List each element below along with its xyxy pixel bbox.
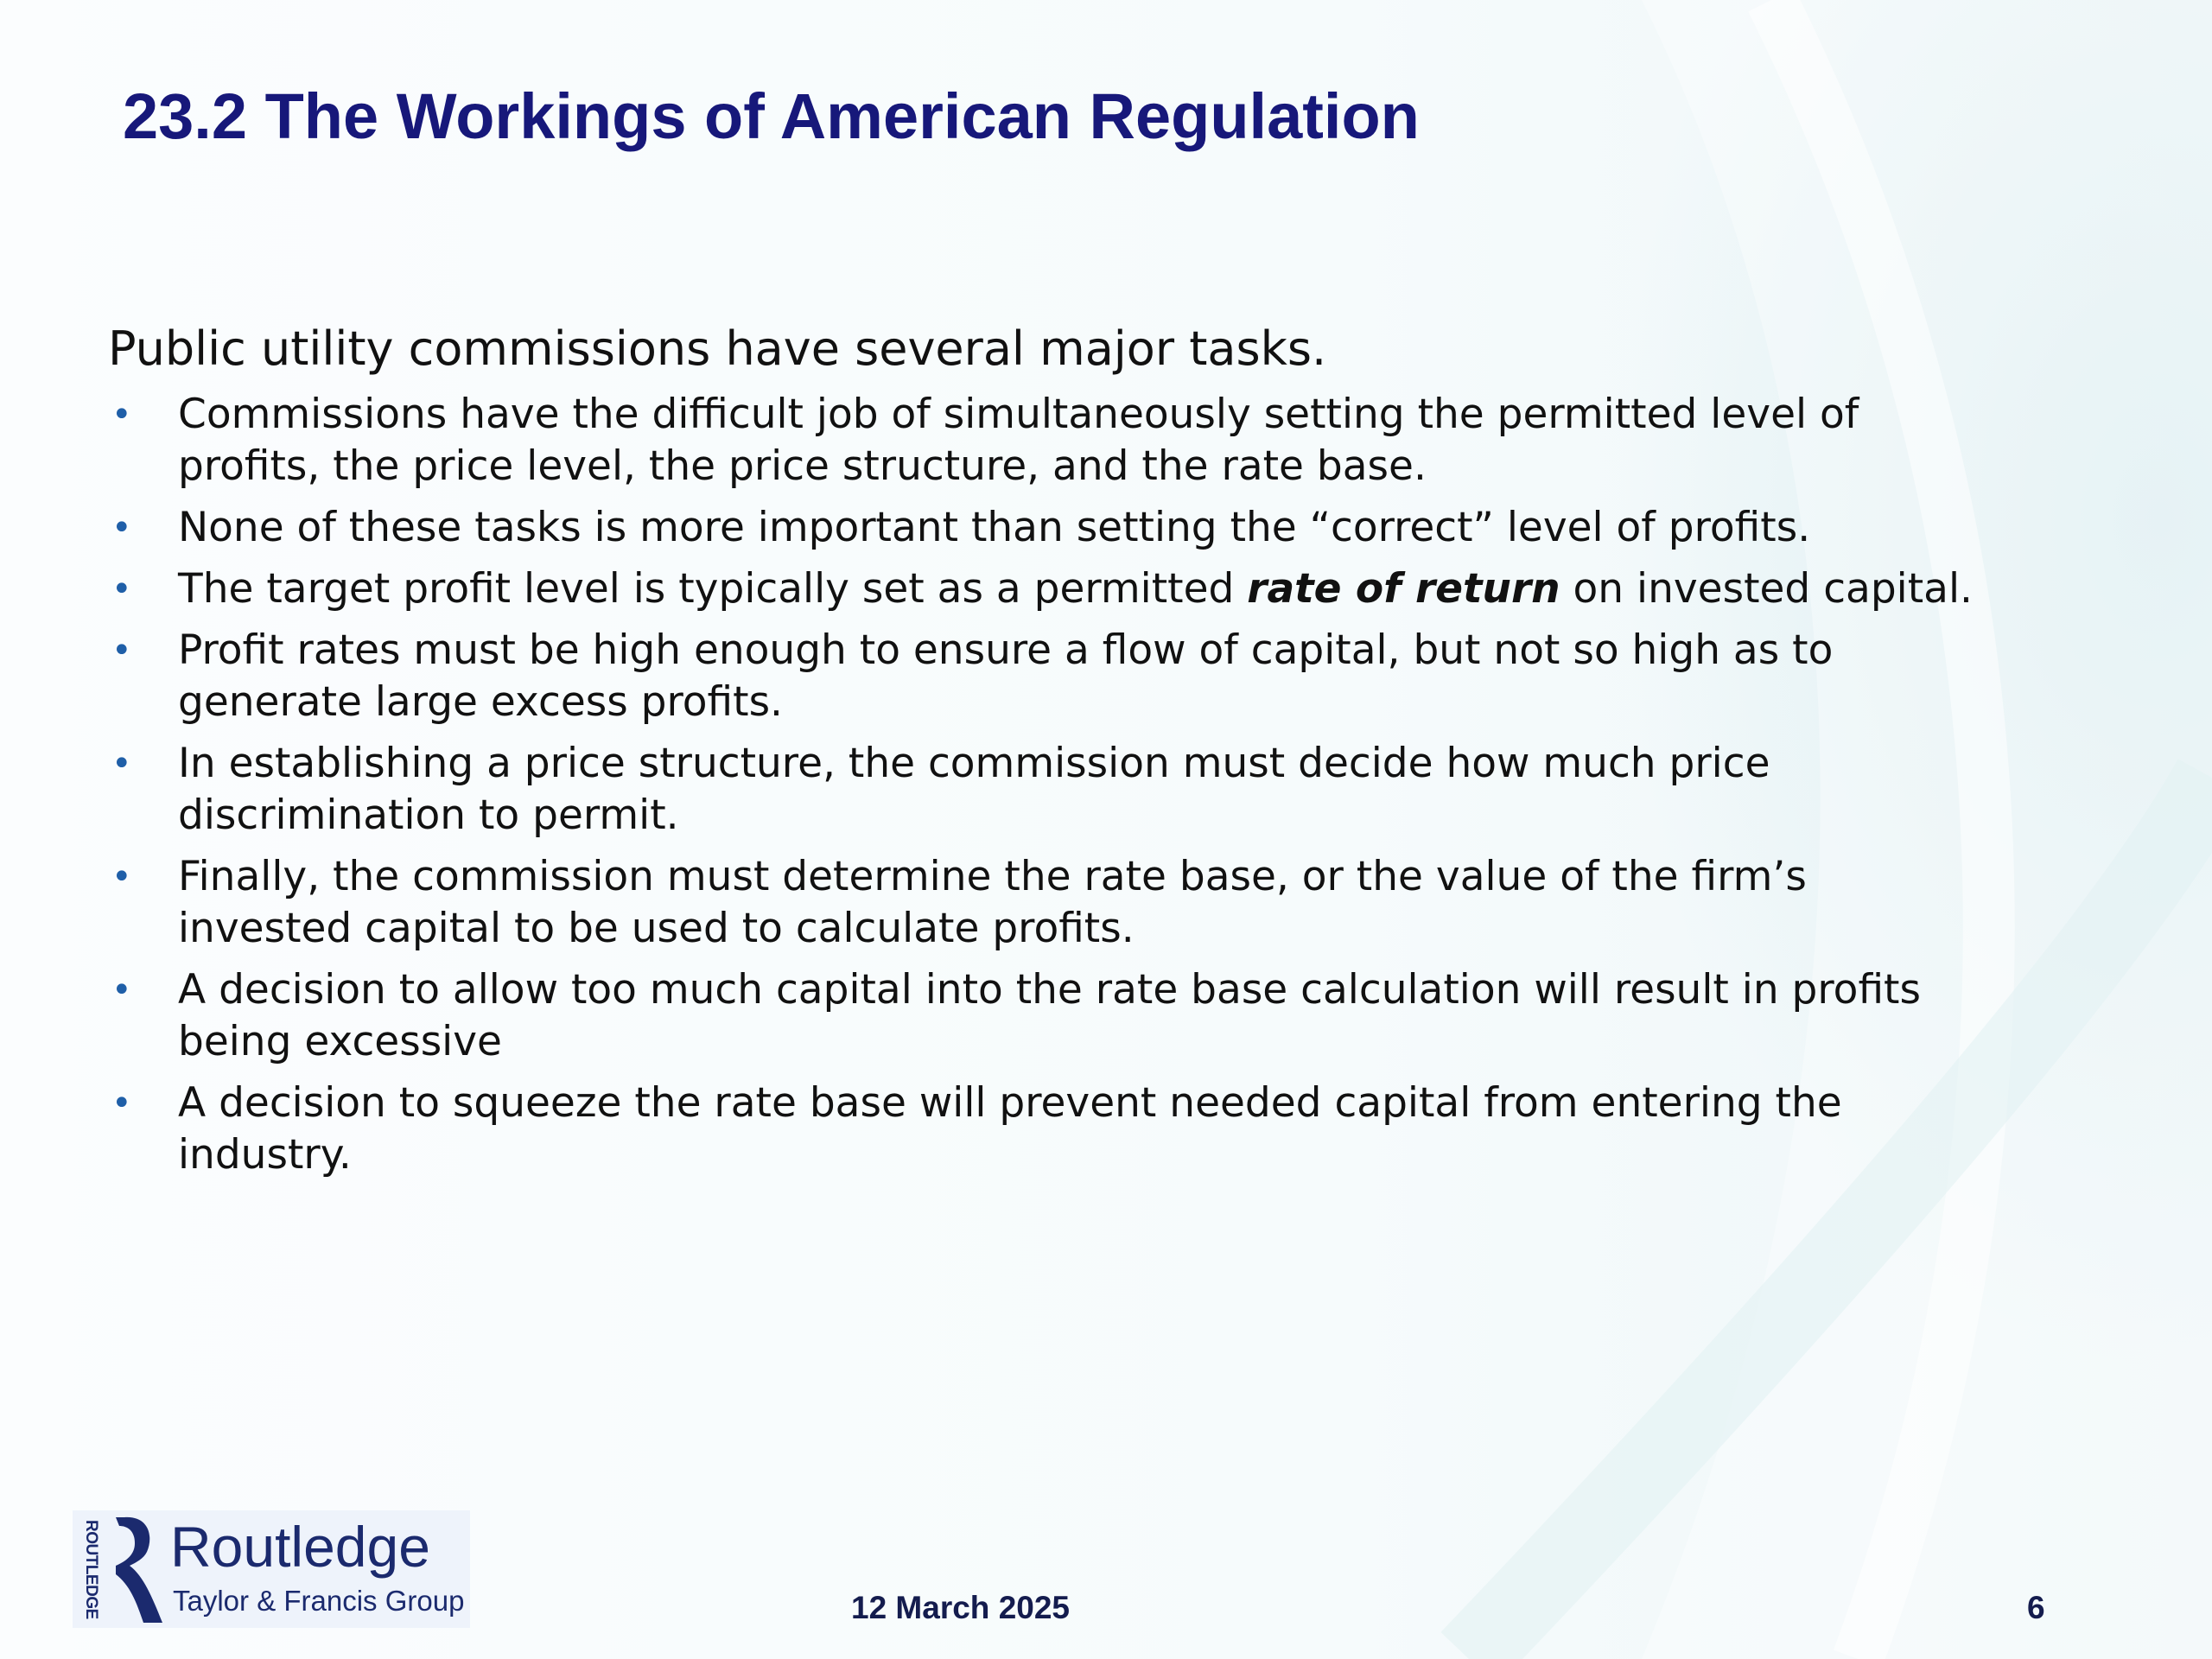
bullet-text: Profit rates must be high enough to ensure a flow of capital, but not so high as to generate large excess profits. <box>178 626 1834 726</box>
head-profile-icon <box>99 1514 169 1626</box>
bullet-emphasis: rate of return <box>1247 565 1560 613</box>
bullet-text-after: on invested capital. <box>1560 565 1973 613</box>
bullet-list <box>108 389 1992 1191</box>
bullet-text: Finally, the commission must determine the rate base, or the value of the firm’s invested capital to be used to calculate profits. <box>178 853 1807 952</box>
bullet-item <box>108 625 1992 728</box>
bullet-item <box>108 964 1992 1068</box>
bullet-icon: • <box>111 508 132 548</box>
bullet-text-before: The target profit level is typically set as a permitted <box>178 565 1248 613</box>
bullet-icon: • <box>111 395 132 435</box>
bullet-icon: • <box>111 857 132 897</box>
bullet-item <box>108 851 1992 955</box>
bullet-icon: • <box>111 744 132 784</box>
bullet-text: Commissions have the difficult job of simultaneously setting the permitted level of profits, the price level, the price structure, and the rate base. <box>178 391 1859 490</box>
bullet-item <box>108 1077 1992 1181</box>
slide-title: 23.2 The Workings of American Regulation <box>123 80 1420 152</box>
logo-vertical-text: ROUTLEDGE <box>82 1519 100 1619</box>
bullet-text: In establishing a price structure, the commission must decide how much price discrimination to permit. <box>178 740 1770 839</box>
slide-date: 12 March 2025 <box>851 1590 1071 1625</box>
bullet-icon: • <box>111 569 132 609</box>
bullet-item <box>108 563 1992 615</box>
bullet-item <box>108 502 1992 554</box>
page-number: 6 <box>2027 1590 2045 1625</box>
bullet-text: A decision to allow too much capital into the rate base calculation will result in profits being excessive <box>178 966 1921 1065</box>
bullet-text: None of these tasks is more important than setting the “correct” level of profits. <box>178 504 1811 551</box>
intro-text: Public utility commissions have several major tasks. <box>108 321 1327 376</box>
bullet-item <box>108 389 1992 493</box>
bullet-icon: • <box>111 631 132 671</box>
routledge-logo <box>73 1510 470 1628</box>
bullet-icon: • <box>111 1084 132 1123</box>
bullet-item <box>108 738 1992 842</box>
logo-brand-text: Routledge <box>170 1515 430 1579</box>
bullet-icon: • <box>111 970 132 1010</box>
bullet-text: A decision to squeeze the rate base will prevent needed capital from entering the industry. <box>178 1079 1842 1179</box>
logo-subtitle-text: Taylor & Francis Group <box>173 1585 465 1617</box>
